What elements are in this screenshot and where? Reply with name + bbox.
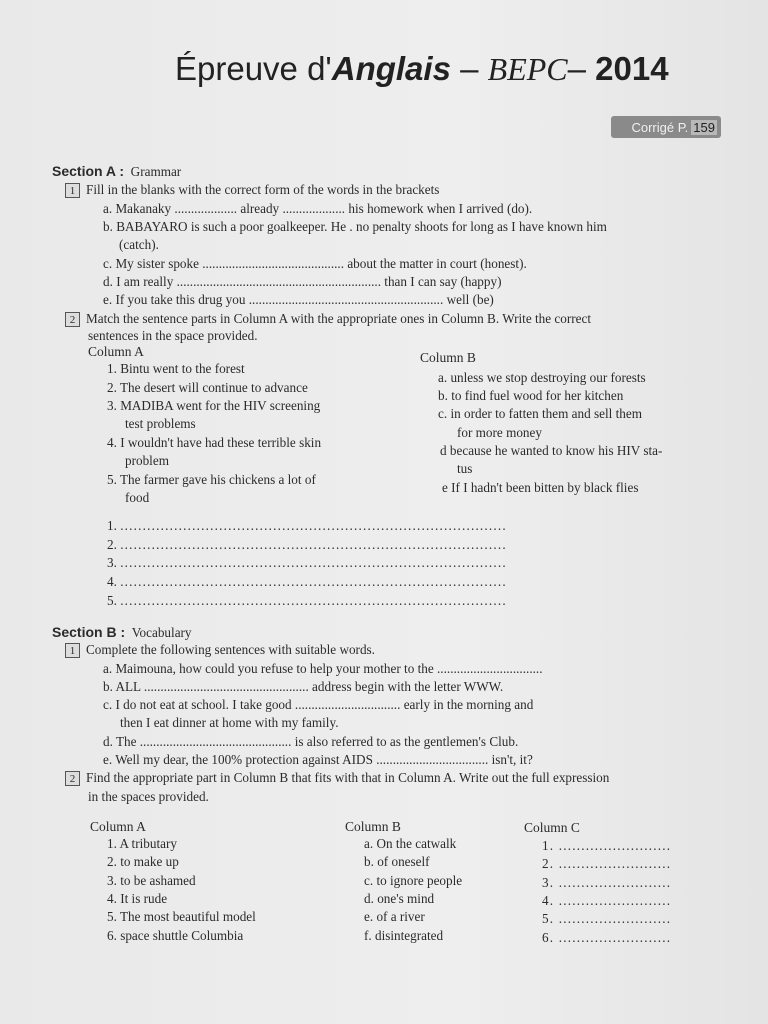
- column-a-item: 4. It is rude: [107, 891, 168, 906]
- exercise-item: e. If you take this drug you ........................................................... well (be): [103, 292, 494, 307]
- answer-line[interactable]: 2. ......................................................................................: [107, 537, 507, 552]
- exercise-b2-instruction: 2 Find the appropriate part in Column B that fits with that in Column A. Write out the full expression: [65, 770, 609, 786]
- column-a-item: 3. to be ashamed: [107, 873, 196, 888]
- column-b-item: d because he wanted to know his HIV sta-: [440, 443, 663, 458]
- correction-page-badge: Corrigé P. 159: [611, 116, 721, 138]
- exercise-item: e. Well my dear, the 100% protection against AIDS .................................. isn't, it?: [103, 752, 533, 767]
- column-b-title: Column B: [420, 350, 476, 365]
- answer-line[interactable]: 5. ......................................................................................: [107, 593, 507, 608]
- column-b-title: Column B: [345, 819, 401, 834]
- exercise-a1-instruction: 1 Fill in the blanks with the correct form of the words in the brackets: [65, 182, 439, 198]
- column-b-item: tus: [457, 461, 473, 476]
- column-c-answer[interactable]: 2. .........................: [542, 856, 672, 871]
- column-b-item: d. one's mind: [364, 891, 435, 906]
- column-c-answer[interactable]: 1. .........................: [542, 838, 672, 853]
- column-a-item: 1. A tributary: [107, 836, 177, 851]
- column-a-item: 6. space shuttle Columbia: [107, 928, 244, 943]
- exercise-b2-instruction-cont: in the spaces provided.: [88, 789, 209, 804]
- exercise-a2-instruction-cont: sentences in the space provided.: [88, 328, 258, 343]
- column-b-item: c. in order to fatten them and sell them: [438, 406, 642, 421]
- column-b-item: c. to ignore people: [364, 873, 463, 888]
- column-a-item: 3. MADIBA went for the HIV screening: [107, 398, 321, 413]
- exercise-a2-instruction: 2 Match the sentence parts in Column A with the appropriate ones in Column B. Write the correct: [65, 311, 591, 327]
- column-b-item: b. of oneself: [364, 854, 430, 869]
- column-b-item: e If I hadn't been bitten by black flies: [442, 480, 639, 495]
- answer-line[interactable]: 4. ......................................................................................: [107, 574, 507, 589]
- column-b-item: f. disintegrated: [364, 928, 444, 943]
- exercise-item: b. BABAYARO is such a poor goalkeeper. He . no penalty shoots for long as I have known him: [103, 219, 607, 234]
- column-a-item: problem: [125, 453, 169, 468]
- column-a-item: 2. to make up: [107, 854, 179, 869]
- column-c-answer[interactable]: 6. .........................: [542, 930, 672, 945]
- section-a-heading: Section A : Grammar: [52, 163, 182, 179]
- column-a-title: Column A: [90, 819, 146, 834]
- exercise-item: d. The .............................................. is also referred to as the gentlemen's Club.: [103, 734, 519, 749]
- column-c-answer[interactable]: 4. .........................: [542, 893, 672, 908]
- column-a-title: Column A: [88, 344, 144, 359]
- column-b-item: e. of a river: [364, 909, 425, 924]
- column-a-item: food: [125, 490, 150, 505]
- page-title: Épreuve d'Anglais – BEPC– 2014: [175, 50, 669, 87]
- column-a-item: 4. I wouldn't have had these terrible skin: [107, 435, 322, 450]
- exercise-item: then I eat dinner at home with my family.: [120, 715, 339, 730]
- column-a-item: 5. The farmer gave his chickens a lot of: [107, 472, 316, 487]
- column-b-item: a. On the catwalk: [364, 836, 457, 851]
- exercise-b1-instruction: 1 Complete the following sentences with suitable words.: [65, 642, 375, 658]
- column-a-item: 1. Bintu went to the forest: [107, 361, 245, 376]
- exercise-item: a. Makanaky ................... already ................... his homework when I arrived (do).: [103, 201, 533, 216]
- column-c-title: Column C: [524, 820, 580, 835]
- column-b-item: for more money: [457, 425, 542, 440]
- exercise-item: c. My sister spoke ........................................... about the matter in court (honest).: [103, 256, 527, 271]
- answer-line[interactable]: 1. ......................................................................................: [107, 518, 507, 533]
- exercise-item: b. ALL .................................................. address begin with the letter WWW.: [103, 679, 504, 694]
- column-a-item: 5. The most beautiful model: [107, 909, 256, 924]
- column-c-answer[interactable]: 5. .........................: [542, 911, 672, 926]
- exercise-item: c. I do not eat at school. I take good ................................ early in the morning and: [103, 697, 534, 712]
- answer-line[interactable]: 3. ......................................................................................: [107, 555, 507, 570]
- column-b-item: a. unless we stop destroying our forests: [438, 370, 646, 385]
- exercise-item: (catch).: [119, 237, 159, 252]
- section-b-heading: Section B : Vocabulary: [52, 624, 192, 640]
- column-c-answer[interactable]: 3. .........................: [542, 875, 672, 890]
- exercise-item: a. Maimouna, how could you refuse to help your mother to the ................................: [103, 661, 543, 676]
- column-b-item: b. to find fuel wood for her kitchen: [438, 388, 624, 403]
- column-a-item: 2. The desert will continue to advance: [107, 380, 308, 395]
- column-a-item: test problems: [125, 416, 196, 431]
- exercise-item: d. I am really .............................................................. than I can say (happy): [103, 274, 502, 289]
